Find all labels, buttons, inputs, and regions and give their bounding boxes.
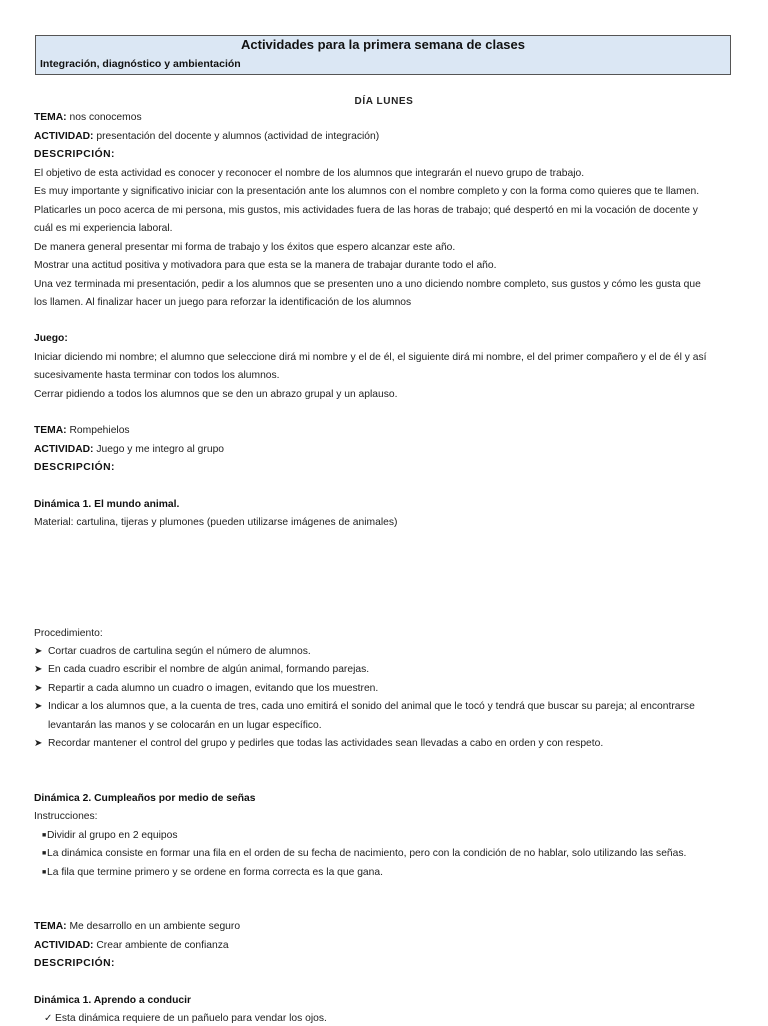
arrow-bullet-icon: ➤ [34,646,43,657]
tema-value: nos conocemos [69,112,142,123]
square-bullet-icon: ■ [42,832,47,839]
tema-label: TEMA: [34,921,67,932]
instruccion-item: Dividir al grupo en 2 equipos [47,830,178,841]
instrucciones-label: Instrucciones: [34,811,98,822]
paragraph-line: los llamen. Al finalizar hacer un juego para reforzar la identificación de los alumnos [34,297,412,308]
procedimiento-label: Procedimiento: [34,628,103,639]
actividad-value: presentación del docente y alumnos (actividad de integración) [96,131,380,142]
paragraph-line: El objetivo de esta actividad es conocer y reconocer el nombre de los alumnos que integrarán el nuevo grupo de trabajo. [34,168,585,179]
tema-line-1 [34,111,142,125]
instruccion-item: La fila que termine primero y se ordene en forma correcta es la que gana. [47,867,383,878]
paragraph-line: Una vez terminada mi presentación, pedir a los alumnos que se presenten uno a uno diciendo nombre completo, sus gustos y cómo les gusta que [34,279,701,290]
tema-line-3 [34,920,240,934]
tema-value: Me desarrollo en un ambiente seguro [69,921,241,932]
paragraph-line: Mostrar una actitud positiva y motivadora para que esta se la manera de trabajar durante todo el año. [34,260,497,271]
juego-line: Iniciar diciendo mi nombre; el alumno que seleccione dirá mi nombre y el de él, el siguiente dirá mi nombre, el del primer compañero y el de él y así [34,352,707,363]
descripcion-label-3: DESCRIPCIÓN: [34,958,115,969]
juego-label: Juego: [34,333,68,344]
descripcion-label-2: DESCRIPCIÓN: [34,462,115,473]
actividad-line-2 [34,443,224,457]
arrow-bullet-icon: ➤ [34,683,43,694]
tema-line-2 [34,424,130,438]
actividad-label: ACTIVIDAD: [34,940,94,951]
juego-line: sucesivamente hasta terminar con todos los alumnos. [34,370,280,381]
check-item: Esta dinámica requiere de un pañuelo para vendar los ojos. [55,1013,327,1024]
actividad-line-3 [34,939,229,953]
paragraph-line: cuál es mi experiencia laboral. [34,223,173,234]
procedimiento-item-cont: levantarán las manos y se colocarán en un lugar específico. [48,720,322,731]
tema-label: TEMA: [34,425,67,436]
header-box [35,35,731,75]
arrow-bullet-icon: ➤ [34,701,43,712]
procedimiento-item: Indicar a los alumnos que, a la cuenta de tres, cada uno emitirá el sonido del animal que le tocó y tendrá que buscar su pareja; al encontrarse [48,701,695,712]
procedimiento-item: En cada cuadro escribir el nombre de algún animal, formando parejas. [48,664,370,675]
dinamica-title: Dinámica 2. Cumpleaños por medio de señas [34,793,256,804]
arrow-bullet-icon: ➤ [34,738,43,749]
descripcion-label-1: DESCRIPCIÓN: [34,149,115,160]
procedimiento-item: Recordar mantener el control del grupo y pedirles que todas las actividades sean llevadas a cabo en orden y con respeto. [48,738,604,749]
actividad-value: Crear ambiente de confianza [96,940,229,951]
tema-value: Rompehielos [69,425,130,436]
paragraph-line: De manera general presentar mi forma de trabajo y los éxitos que espero alcanzar este año. [34,242,456,253]
document-subtitle: Integración, diagnóstico y ambientación [40,58,241,70]
check-icon: ✓ [44,1013,53,1024]
actividad-label: ACTIVIDAD: [34,444,94,455]
paragraph-line: Platicarles un poco acerca de mi persona, mis gustos, mis actividades fuera de las horas de trabajo; qué despertó en mi la vocación de docente y [34,205,698,216]
instruccion-item: La dinámica consiste en formar una fila en el orden de su fecha de nacimiento, pero con la condición de no hablar, solo utilizando las señas. [47,848,687,859]
square-bullet-icon: ■ [42,869,47,876]
square-bullet-icon: ■ [42,850,47,857]
procedimiento-item: Cortar cuadros de cartulina según el número de alumnos. [48,646,311,657]
paragraph-line: Es muy importante y significativo iniciar con la presentación ante los alumnos con el nombre completo y con la forma como quieres que te llamen. [34,186,700,197]
actividad-label: ACTIVIDAD: [34,131,94,142]
procedimiento-item: Repartir a cada alumno un cuadro o imagen, evitando que los muestren. [48,683,379,694]
day-heading: DÍA LUNES [354,96,414,107]
dinamica-title: Dinámica 1. El mundo animal. [34,499,180,510]
dinamica-title: Dinámica 1. Aprendo a conducir [34,995,191,1006]
tema-label: TEMA: [34,112,67,123]
actividad-value: Juego y me integro al grupo [96,444,225,455]
juego-line: Cerrar pidiendo a todos los alumnos que se den un abrazo grupal y un aplauso. [34,389,398,400]
document-title: Actividades para la primera semana de clases [241,37,525,52]
actividad-line-1 [34,130,379,144]
material-line: Material: cartulina, tijeras y plumones (pueden utilizarse imágenes de animales) [34,517,398,528]
arrow-bullet-icon: ➤ [34,664,43,675]
